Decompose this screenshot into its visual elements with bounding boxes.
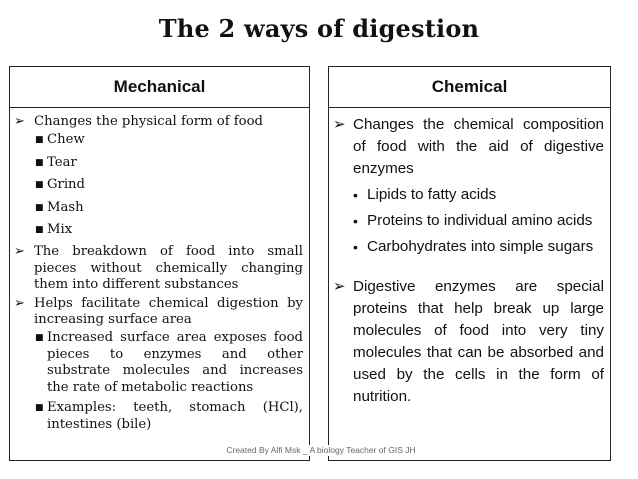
square-bullet-icon: ■	[35, 202, 44, 213]
sub-item-text: Carbohydrates into simple sugars	[367, 238, 594, 255]
list-item	[333, 114, 604, 180]
sub-item	[333, 236, 604, 258]
list-item	[333, 276, 604, 408]
sub-item	[14, 177, 303, 193]
sub-item-text: Mash	[47, 199, 84, 215]
sub-item-text: Examples: teeth, stomach (HCl), intestines (bile)	[47, 400, 303, 432]
square-bullet-icon: ■	[35, 135, 44, 146]
sub-item	[14, 330, 303, 396]
list-item	[14, 114, 303, 130]
square-bullet-icon: ■	[35, 225, 44, 236]
sub-item	[14, 222, 303, 238]
arrow-bullet-icon: ➢	[14, 114, 26, 129]
footer-credit: Created By Alfi Msk _ A biology Teacher of GIS JH	[226, 445, 416, 455]
dot-bullet-icon: •	[353, 187, 358, 203]
item-text: Digestive enzymes are special proteins that help break up large molecules of food into very tiny molecules that can be absorbed and used by the cells in the form of nutrition.	[353, 278, 604, 405]
arrow-bullet-icon: ➢	[333, 278, 346, 295]
page-title: The 2 ways of digestion	[158, 14, 480, 43]
sub-item-text: Mix	[47, 222, 73, 238]
item-text: Helps facilitate chemical digestion by increasing surface area	[34, 295, 303, 328]
square-bullet-icon: ■	[35, 403, 44, 414]
sub-item	[333, 210, 604, 232]
sub-item	[14, 200, 303, 216]
sub-item-text: Proteins to individual amino acids	[367, 212, 593, 229]
mechanical-heading: Mechanical	[10, 67, 309, 108]
square-bullet-icon: ■	[35, 333, 44, 344]
sub-item	[14, 132, 303, 148]
sub-item-text: Chew	[47, 132, 85, 148]
sub-item	[14, 155, 303, 171]
list-item	[14, 296, 303, 329]
sub-item-text: Tear	[47, 154, 77, 170]
spacer	[333, 262, 604, 276]
sub-item-text: Lipids to fatty acids	[367, 186, 497, 203]
sub-item	[333, 184, 604, 206]
square-bullet-icon: ■	[35, 180, 44, 191]
item-text: Changes the physical form of food	[34, 114, 263, 129]
chemical-body	[329, 108, 610, 408]
item-text: The breakdown of food into small pieces without chemically changing them into different substances	[34, 244, 303, 293]
chemical-heading: Chemical	[329, 67, 610, 108]
sub-item-text: Increased surface area exposes food pieces to enzymes and other substrate molecules and increases the rate of metabolic reactions	[47, 330, 303, 395]
mechanical-body	[10, 108, 309, 433]
dot-bullet-icon: •	[353, 213, 358, 229]
dot-bullet-icon: •	[353, 239, 358, 255]
sub-item	[14, 400, 303, 433]
chemical-panel	[328, 66, 611, 461]
sub-item-text: Grind	[47, 177, 85, 193]
mechanical-panel	[9, 66, 310, 461]
list-item	[14, 244, 303, 293]
item-text: Changes the chemical composition of food with the aid of digestive enzymes	[353, 116, 604, 177]
arrow-bullet-icon: ➢	[333, 116, 346, 133]
arrow-bullet-icon: ➢	[14, 244, 26, 260]
arrow-bullet-icon: ➢	[14, 295, 26, 311]
square-bullet-icon: ■	[35, 157, 44, 168]
